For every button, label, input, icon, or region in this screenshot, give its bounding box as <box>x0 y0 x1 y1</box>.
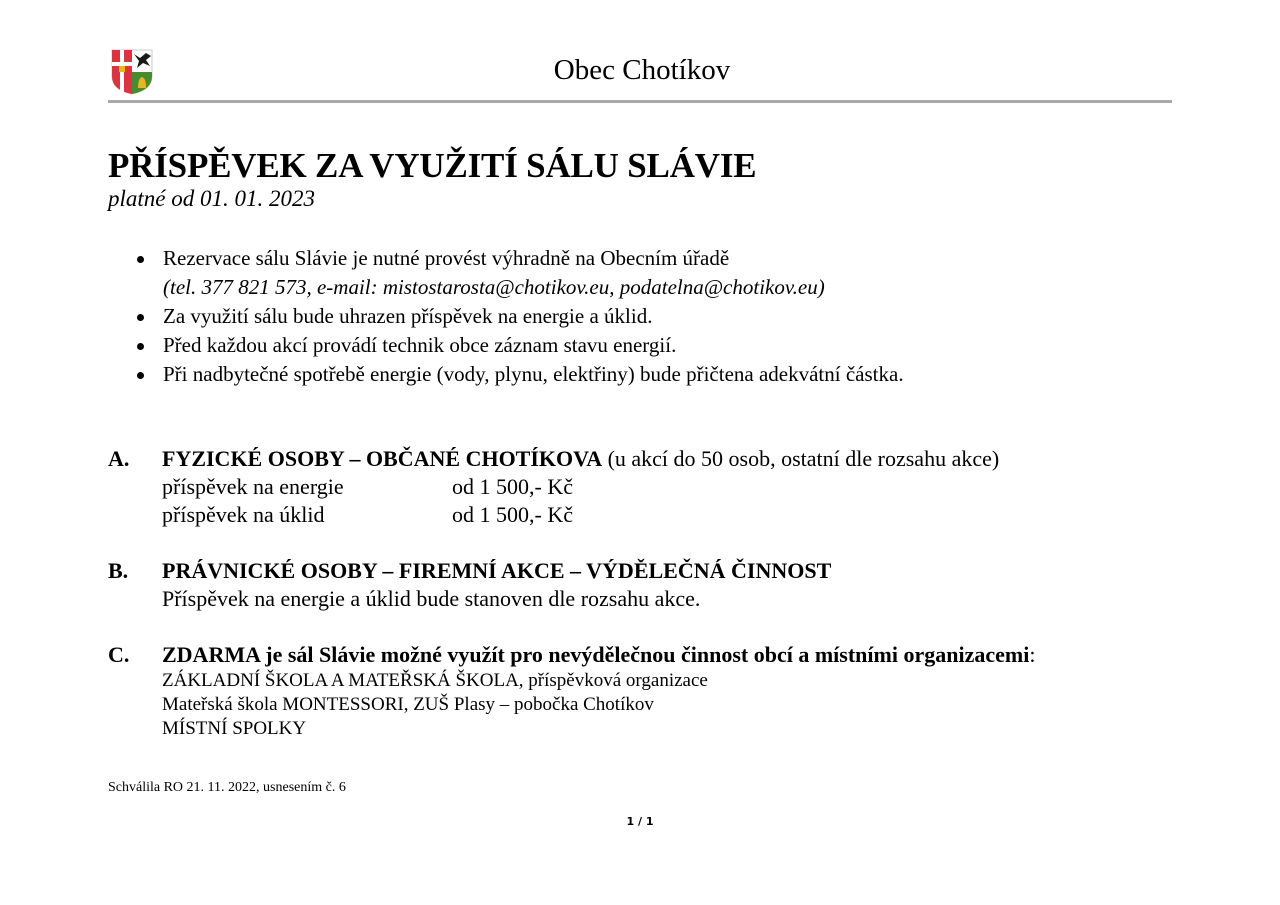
section-title: PRÁVNICKÉ OSOBY – FIREMNÍ AKCE – VÝDĚLEČNÁ ČINNOST <box>162 558 832 583</box>
section-note: (u akcí do 50 osob, ostatní dle rozsahu akce) <box>602 446 1000 471</box>
list-item <box>136 360 904 389</box>
header-rule <box>108 100 1172 103</box>
list-item-text: Za využití sálu bude uhrazen příspěvek na energie a úklid. <box>163 304 653 328</box>
section-a <box>108 445 999 529</box>
reservation-text: Rezervace sálu Slávie je nutné provést výhradně na Obecním úřadě <box>163 246 730 270</box>
heading-colon: : <box>1029 642 1036 667</box>
section-letter: A. <box>108 446 130 471</box>
list-item <box>136 302 904 331</box>
price-label: příspěvek na úklid <box>162 502 325 527</box>
bullet-icon <box>137 256 144 263</box>
section-b-heading <box>108 557 831 585</box>
section-title: FYZICKÉ OSOBY – OBČANÉ CHOTÍKOVA <box>162 446 603 471</box>
bullet-icon <box>137 314 144 321</box>
section-b <box>108 557 831 613</box>
list-item-text: Před každou akcí provádí technik obce záznam stavu energií. <box>163 333 677 357</box>
document-title: PŘÍSPĚVEK ZA VYUŽITÍ SÁLU SLÁVIE <box>108 146 757 185</box>
organization-item: Mateřská škola MONTESSORI, ZUŠ Plasy – pobočka Chotíkov <box>162 694 654 715</box>
rules-list <box>136 244 904 389</box>
section-c <box>108 641 1035 741</box>
price-row <box>162 501 999 529</box>
organization-list <box>108 669 1035 741</box>
section-letter: B. <box>108 558 129 583</box>
section-a-heading <box>108 445 999 473</box>
price-value: od 1 500,- Kč <box>452 474 573 499</box>
section-letter: C. <box>108 642 130 667</box>
municipality-name: Obec Chotíkov <box>553 54 731 86</box>
page-number: 1 / 1 <box>626 815 654 828</box>
section-c-heading <box>108 641 1035 669</box>
contact-info: (tel. 377 821 573, e-mail: mistostarosta@chotikov.eu, podatelna@chotikov.eu) <box>163 275 825 299</box>
price-row <box>162 473 999 501</box>
organization-item: ZÁKLADNÍ ŠKOLA A MATEŘSKÁ ŠKOLA, příspěvková organizace <box>162 670 708 691</box>
price-list <box>108 473 999 529</box>
list-item-text: Při nadbytečné spotřebě energie (vody, plynu, elektřiny) bude přičtena adekvátní částka. <box>163 362 904 386</box>
price-value: od 1 500,- Kč <box>452 502 573 527</box>
bullet-icon <box>137 372 144 379</box>
section-title: ZDARMA je sál Slávie možné využít pro nevýdělečnou činnost obcí a místními organizacemi <box>162 642 1030 667</box>
section-b-body: Příspěvek na energie a úklid bude stanoven dle rozsahu akce. <box>162 586 701 611</box>
bullet-icon <box>137 343 144 350</box>
list-item <box>136 331 904 360</box>
valid-from: platné od 01. 01. 2023 <box>108 186 315 211</box>
price-label: příspěvek na energie <box>162 474 344 499</box>
organization-item: MÍSTNÍ SPOLKY <box>162 718 307 739</box>
list-item <box>136 244 904 302</box>
approval-note: Schválila RO 21. 11. 2022, usnesením č. 6 <box>108 780 346 795</box>
